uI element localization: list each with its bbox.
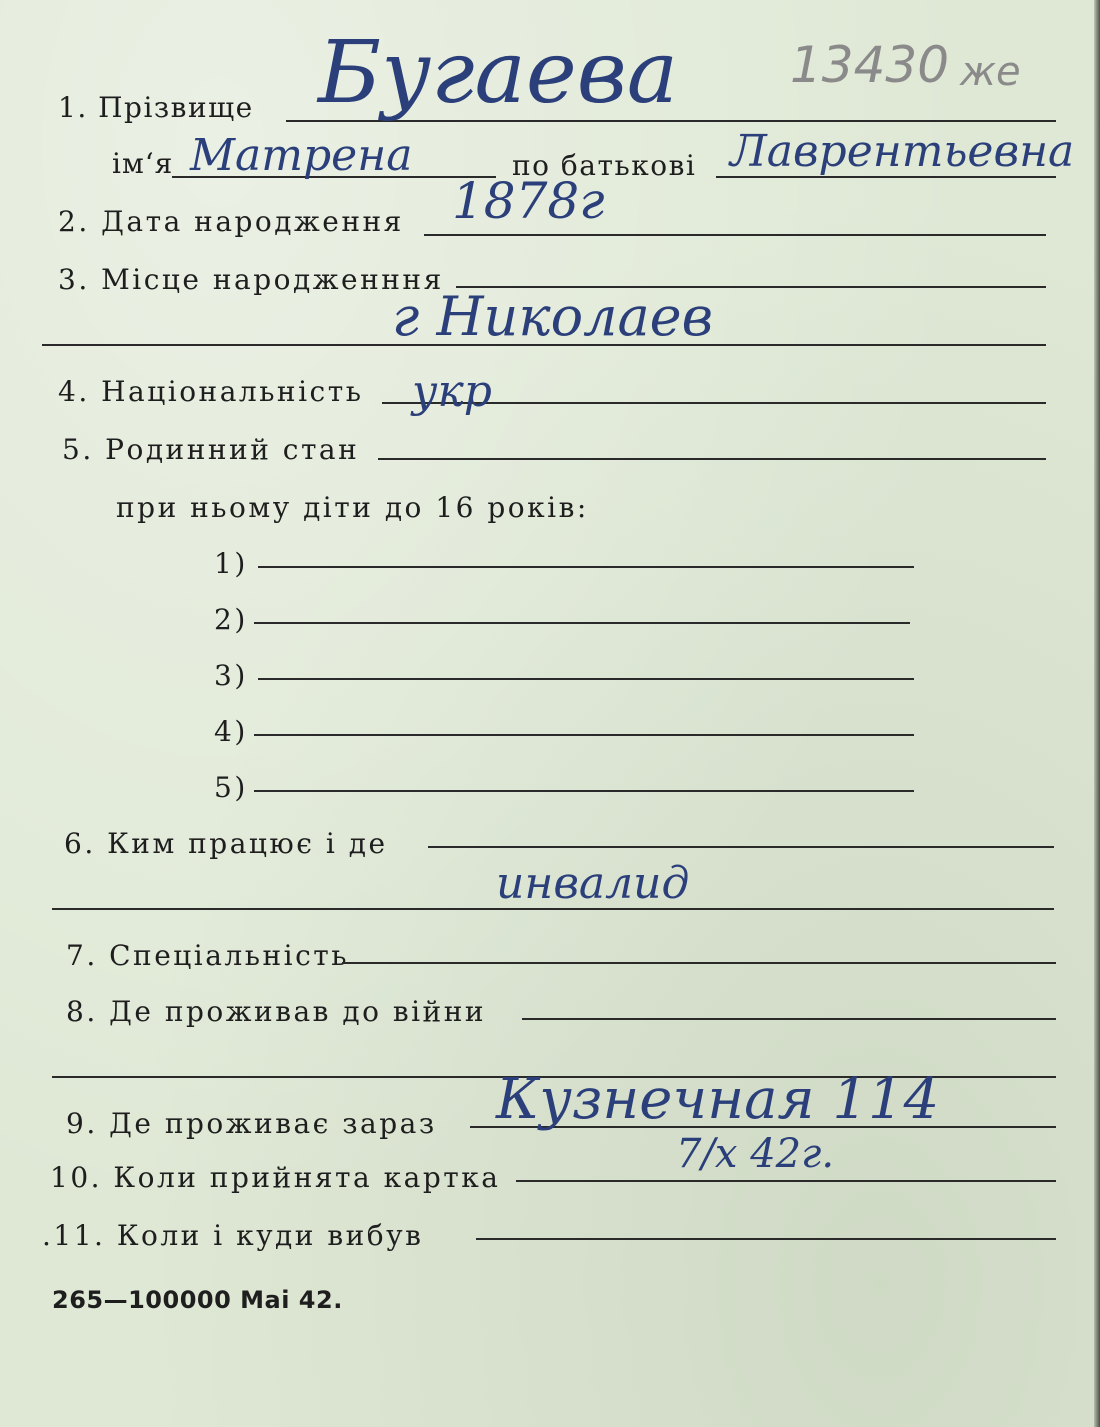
specialty-line xyxy=(342,962,1056,964)
occupation-label: 6. Ким працює і де xyxy=(64,827,388,860)
child-1-line xyxy=(258,566,914,568)
card-accepted-label: 10. Коли прийнята картка xyxy=(50,1161,501,1194)
child-4-label: 4) xyxy=(214,715,248,748)
child-2-line xyxy=(254,622,910,624)
nationality-label: 4. Національність xyxy=(58,375,364,408)
child-2-label: 2) xyxy=(214,603,248,636)
child-5-line xyxy=(254,790,914,792)
first-name-value: Матрена xyxy=(190,130,413,181)
child-3-label: 3) xyxy=(214,659,248,692)
occupation-line-1 xyxy=(428,846,1054,848)
card-accepted-line xyxy=(516,1180,1056,1182)
specialty-label: 7. Спеціальність xyxy=(66,939,349,972)
birth-date-label: 2. Дата народження xyxy=(58,205,404,238)
child-3-line xyxy=(258,678,914,680)
children-label: при ньому діти до 16 років: xyxy=(116,491,589,524)
family-status-line xyxy=(378,458,1046,460)
card-edge xyxy=(1094,0,1100,1427)
occupation-value: инвалид xyxy=(496,858,690,909)
card-accepted-value: 7/х 42г. xyxy=(676,1131,835,1177)
birth-place-value: г Николаев xyxy=(392,285,714,348)
pencil-number: 13430 xyxy=(790,36,950,94)
patronymic-label: по батькові xyxy=(512,149,697,182)
child-4-line xyxy=(254,734,914,736)
departure-label: .11. Коли і куди вибув xyxy=(42,1219,424,1252)
current-residence-label: 9. Де проживає зараз xyxy=(66,1107,437,1140)
birth-place-label: 3. Місце народженння xyxy=(58,263,444,296)
first-name-label: ім‘я xyxy=(112,147,174,180)
child-5-label: 5) xyxy=(214,771,248,804)
print-code: 265—100000 Mai 42. xyxy=(52,1286,343,1314)
birth-date-line xyxy=(424,234,1046,236)
patronymic-value: Лаврентьевна xyxy=(730,126,1075,177)
surname-label: 1. Прізвище xyxy=(58,91,254,124)
birth-date-value: 1878г xyxy=(452,172,605,230)
family-status-label: 5. Родинний стан xyxy=(62,433,360,466)
pencil-suffix: же xyxy=(960,49,1021,95)
current-residence-value: Кузнечная 114 xyxy=(496,1067,940,1132)
surname-value: Бугаева xyxy=(318,23,679,123)
prewar-residence-label: 8. Де проживав до війни xyxy=(66,995,487,1028)
nationality-value: укр xyxy=(412,366,492,417)
prewar-residence-line-1 xyxy=(522,1018,1056,1020)
child-1-label: 1) xyxy=(214,547,248,580)
departure-line xyxy=(476,1238,1056,1240)
